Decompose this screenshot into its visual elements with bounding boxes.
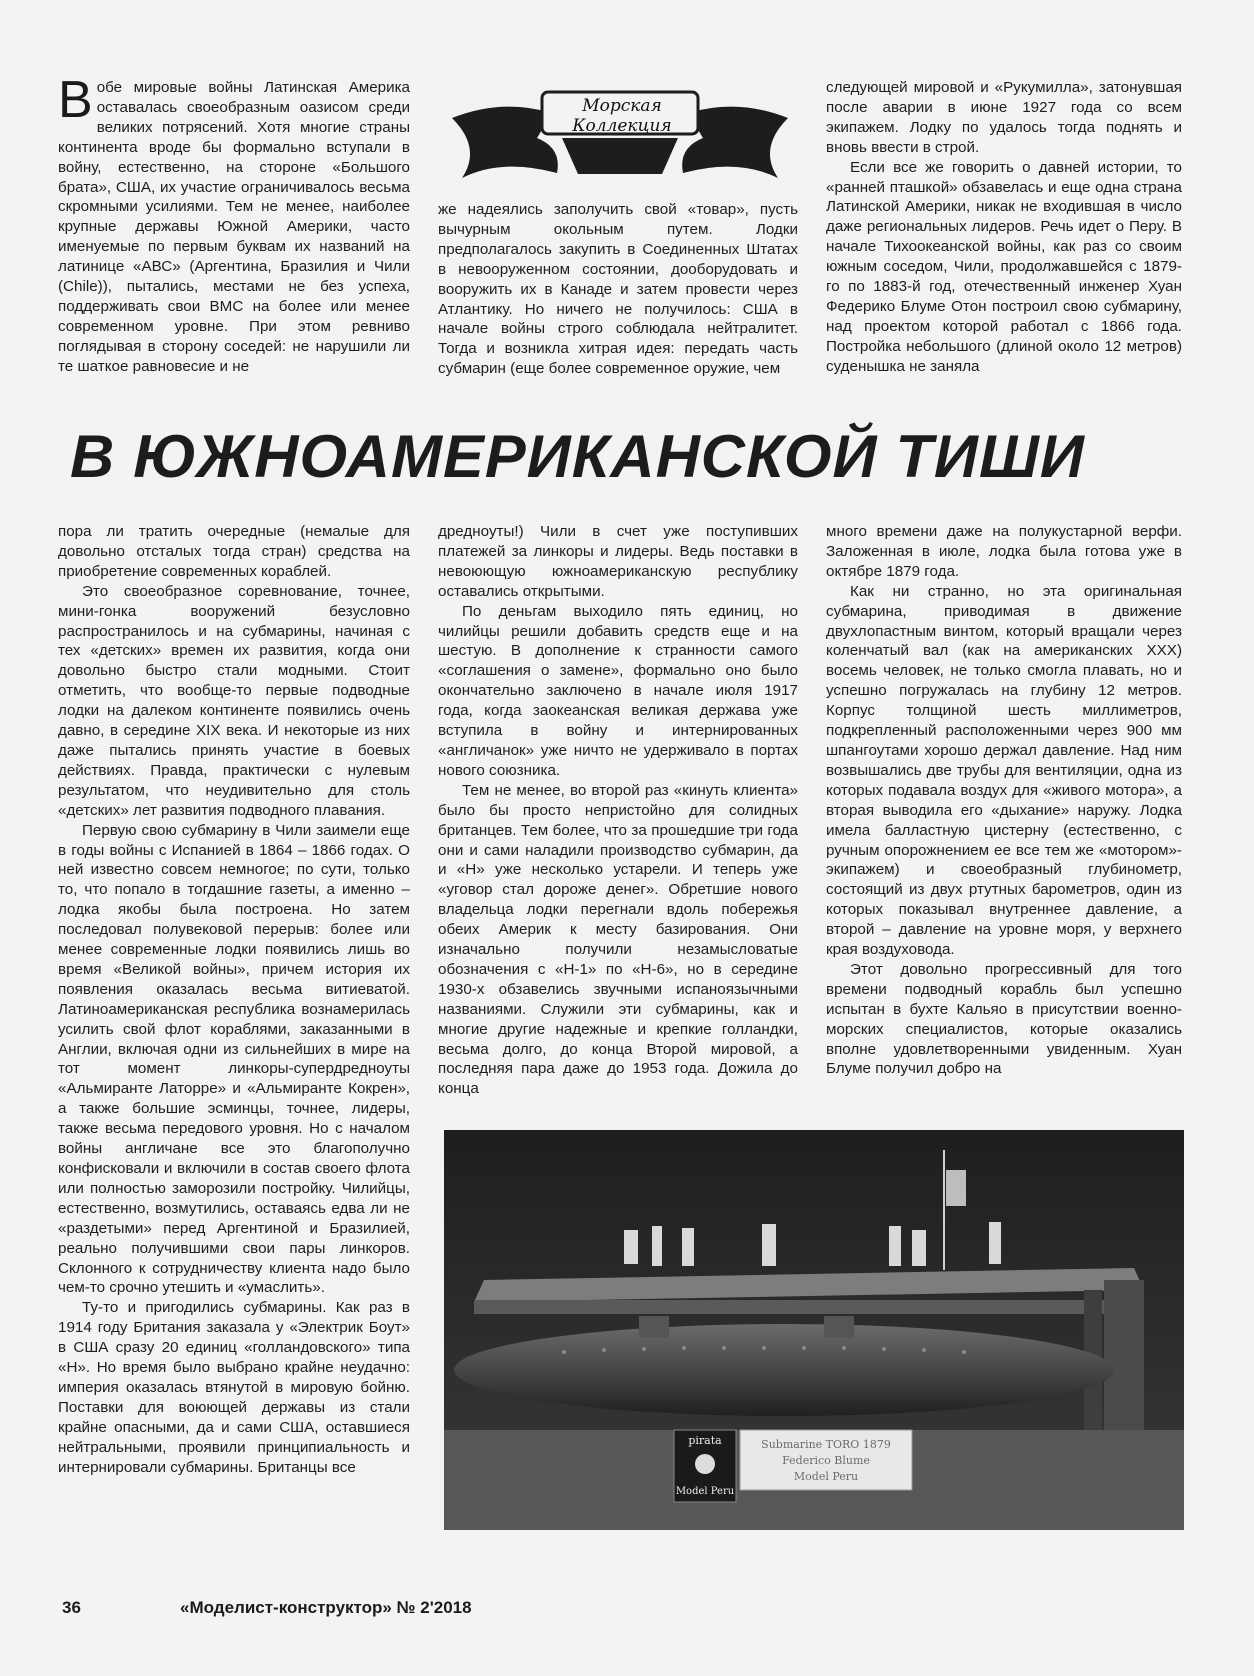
paragraph: Если все же говорить о давней истории, то «ранней пташкой» обзавелась и еще одна страна Латинской Америки, никак не входившая в число даже региональных лидеров. Речь идет о Перу. В начале Тихоокеанской войны, как раз со своим южным соседом, Чили, продолжавшейся с 1879-го по 1883-й год, отечественный инженер Хуан Федерико Блуме Отон построил свою субмарину, над проектом которой работал с 1866 года. Постройка небольшого (длиной около 12 метров) суденышка не заняла — [826, 158, 1182, 375]
drop-cap: В — [58, 71, 93, 129]
paragraph: дредноуты!) Чили в счет уже поступивших платежей за линкоры и лидеры. Ведь поставки в невоюющую южноамериканскую республику оставались открытыми. — [438, 523, 798, 600]
logo-top-text: pirata — [688, 1434, 722, 1447]
paragraph: следующей мировой и «Рукумилла», затонувшая после аварии в июне 1927 года со всем экипажем. Лодку по удалось тогда поднять и вновь ввести в строй. — [826, 79, 1182, 156]
paragraph: Как ни странно, но эта оригинальная субмарина, приводимая в движение двухлопастным винтом, который вращали через коленчатый вал (как на американских XXX) восемь человек, не только смогла плавать, но и успешно погружалась на глубину 12 метров. Корпус толщиной шесть миллиметров, подкрепленный расположенными через 900 мм шпангоутами хорошо держал давление. Над ним возвышались две трубы для вентиляции, одна из которых подавала воздух для «живого мотора», а вторая выводила его «дыхание» наружу. Лодка имела балластную цистерну (естественно, с ручным опорожнением ее все тем же «мотором»-экипажем) и своеобразный глубинометр, состоящий из двух ртутных барометров, один из которых показывал внутреннее давление, а второй – давление на уровне моря, у верхнего края воздуховода. — [826, 582, 1182, 959]
page-number: 36 — [62, 1598, 81, 1617]
plaque-line-3: Model Peru — [793, 1470, 859, 1483]
paragraph-text: обе мировые войны Латинская Америка оставалась своеобразным оазисом среди великих потрясений. Хотя многие страны континента вроде бы формально вступали в войну, естественно, на стороне «Большого брата», США, их участие ограничивалось весьма скромными усилиями. Тем не менее, наиболее крупные державы Южной Америки, часто именуемые по первым буквам их названий на латинице «АВС» (Аргентина, Бразилия и Чили (Chile)), пытались, местами не без успеха, поддерживать свои ВМС на более или менее современном уровне. При этом ревниво поглядывая в сторону соседей: не нарушили ли те шаткое равновесие и не — [58, 79, 410, 375]
paragraph: Это своеобразное соревнование, точнее, мини-гонка вооружений безусловно распространилось и на субмарины, начиная с тех «детских» времен их развития, когда они довольно быстро стали модными. Стоит отметить, что вообще-то первые подводные лодки на далеком континенте появились очень давно, в середине XIX века. И некоторые из них даже пытались принять участие в боевых действиях. Правда, практически с нулевым результатом, что неудивительно для столь «детских» лет развития подводного плавания. — [58, 582, 410, 819]
plaque-line-1: Submarine TORO 1879 — [761, 1438, 891, 1451]
article-headline: В ЮЖНОАМЕРИКАНСКОЙ ТИШИ — [70, 423, 1085, 490]
paragraph: Первую свою субмарину в Чили заимели еще в годы войны с Испанией в 1864 – 1866 годах. О ней известно совсем немногое; по сути, только то, что попало в тогдашние газеты, а именно – лодка якобы была построена. Но затем последовал полувековой перерыв: более или менее современные лодки появились лишь во время «Великой войны», причем история их появления оказалась весьма витиеватой. Латиноамериканская республика вознамерилась усилить свой флот кораблями, заказанными в Англии, включая одни из сильнейших в мире на тот момент линкоры-супердредноуты «Альмиранте Латорре» и «Альмиранте Кокрен», а также большие эсминцы, точнее, лидеры, также весьма передового уровня. Но с началом войны англичане все это благополучно конфисковали и включили в состав своего флота или полностью заморозили постройку. Чилийцы, естественно, возмутились, оставаясь едва ли не «раздетыми» перед Аргентиной и Бразилией, реально получившими свои пары линкоров. Склонного к сотрудничеству клиента надо было чем-то срочно утешить и «умаслить». — [58, 821, 410, 1297]
magazine-title: «Моделист-конструктор» № 2'2018 — [180, 1598, 472, 1617]
paragraph: много времени даже на полукустарной верфи. Заложенная в июле, лодка была готова уже в октябре 1879 года. — [826, 523, 1182, 580]
article-column-2-top — [438, 200, 798, 379]
article-column-1 — [58, 71, 410, 377]
plaque-line-2: Federico Blume — [782, 1454, 870, 1467]
diorama-image — [444, 1130, 1184, 1530]
emblem-label: Морская Коллекция — [572, 96, 672, 136]
article-column-6 — [826, 522, 1182, 1079]
paragraph: пора ли тратить очередные (немалые для довольно отсталых тогда стран) средства на приобретение современных кораблей. — [58, 523, 410, 580]
paragraph: же надеялись заполучить свой «товар», пусть вычурным окольным путем. Лодки предполагалось закупить в Соединенных Штатах в невооруженном состоянии, дооборудовать и вооружить их в Канаде и затем провести через Атлантику. Но ничего не получилось: США в начале войны строго соблюдала нейтралитет. Тогда и возникла хитрая идея: передать часть субмарин (еще более современное оружие, чем — [438, 201, 798, 378]
paragraph: Тем не менее, во второй раз «кинуть клиента» было бы просто непристойно для солидных британцев. Тем более, что за прошедшие три года они и сами наладили производство субмарин, да и «Н» уже несколько устарели. И теперь уже «уговор стал дороже денег». Обретшие нового владельца лодки перегнали вдоль побережья обеих Америк к месту базирования. Они изначально получили незамысловатые обозначения с «Н-1» по «Н-6», но в середине 1930-х обзавелись звучными испаноязычными названиями. Служили эти субмарины, как и многие другие надежные и крепкие голландки, весьма долго, до конца Второй мировой, а последняя пара даже до 1953 года. Дожила до конца — [438, 781, 798, 1098]
submarine-diorama-photo — [444, 1130, 1184, 1530]
article-column-4 — [58, 522, 410, 1478]
intro-paragraph — [58, 71, 410, 377]
series-emblem — [442, 78, 798, 196]
article-column-3-top — [826, 78, 1182, 377]
paragraph: Ту-то и пригодились субмарины. Как раз в 1914 году Британия заказала у «Электрик Боут» в США сразу 20 единиц «голландовского» типа «Н». Но время было выбрано крайне неудачно: империя оказалась втянутой в мировую бойню. Поставки для воюющей державы из стали крайне опасными, да и сами США, оставшиеся нейтральными, проявили принципиальность и интернировали субмарины. Британцы все — [58, 1299, 410, 1476]
paragraph: Этот довольно прогрессивный для того времени подводный корабль был успешно испытан в бухте Кальяо в присутствии военно-морских специалистов, которые оказались вполне удовлетворенными увиденным. Хуан Блуме получил добро на — [826, 960, 1182, 1078]
article-column-5 — [438, 522, 798, 1099]
logo-bottom-text: Model Peru — [675, 1486, 735, 1497]
paragraph: По деньгам выходило пять единиц, но чилийцы решили добавить средств еще и на шестую. В дополнение к странности самого «соглашения о замене», формально оно было окончательно заключено в начале июля 1917 года, когда заокеанская великая держава уже вступила в войну и интернированных «англичанок» уже ничто не удерживало в портах нового союзника. — [438, 602, 798, 779]
